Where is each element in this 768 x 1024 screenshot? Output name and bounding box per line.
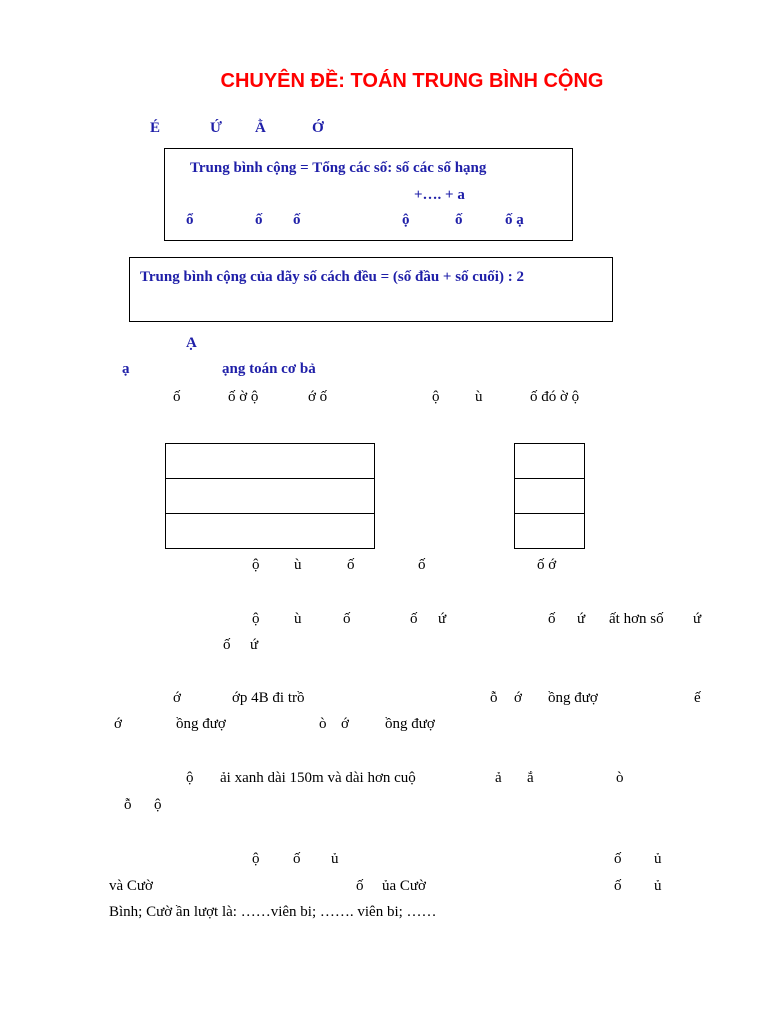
problem-3-fragment: ớ xyxy=(173,690,181,706)
heading-fragment: Ớ xyxy=(312,120,324,136)
problem-1-fragment: ố đó ờ ộ xyxy=(530,389,580,405)
diagram-caption-fragment: ố xyxy=(347,557,355,573)
problem-3-fragment: ớ xyxy=(514,690,522,706)
problem-4-fragment: ải xanh dài 150m và dài hơn cuộ xyxy=(220,770,416,786)
problem-1-fragment: ộ xyxy=(432,389,440,405)
diagram-left-row xyxy=(165,513,375,549)
problem-2-fragment: ộ xyxy=(252,611,260,627)
problem-4-fragment: ò xyxy=(616,770,624,786)
formula-fragment: ố ạ xyxy=(505,212,524,228)
heading-fragment: Ứ xyxy=(210,120,222,136)
problem-5-fragment: ủa Cườ xyxy=(382,878,426,894)
section-heading: Ạ xyxy=(186,335,197,351)
problem-4-fragment: ộ xyxy=(154,797,162,813)
subheading-text: ạng toán cơ bả xyxy=(222,361,316,377)
formula-fragment: ố xyxy=(293,212,301,228)
subheading-prefix: ạ xyxy=(122,361,130,377)
diagram-caption-fragment: ố xyxy=(418,557,426,573)
problem-5-fragment: ố xyxy=(293,851,301,867)
formula-average-text: Trung bình cộng = Tổng các số: số các số hạng xyxy=(190,160,487,176)
problem-2-fragment: ố xyxy=(548,611,556,627)
problem-2-fragment: ù xyxy=(294,611,302,627)
problem-5-fragment: ố xyxy=(614,851,622,867)
problem-2-fragment: ứ xyxy=(577,611,586,627)
formula-fragment: ổ xyxy=(186,212,194,228)
problem-3-fragment: ớ xyxy=(114,716,122,732)
problem-2-fragment: ứ xyxy=(250,637,259,653)
problem-2-fragment: ố xyxy=(410,611,418,627)
page-title: CHUYÊN ĐỀ: TOÁN TRUNG BÌNH CỘNG xyxy=(220,70,604,92)
problem-3-fragment: ớp 4B đi trồ xyxy=(232,690,305,706)
problem-1-fragment: ố xyxy=(173,389,181,405)
problem-3-fragment: ế xyxy=(694,690,701,706)
diagram-caption-fragment: ù xyxy=(294,557,302,573)
problem-1-fragment: ố ờ ộ xyxy=(228,389,259,405)
problem-2-fragment: ố xyxy=(343,611,351,627)
problem-3-fragment: ò xyxy=(319,716,327,732)
problem-2-fragment: ất hơn số xyxy=(609,611,664,627)
problem-5-fragment: ủ xyxy=(654,851,662,867)
diagram-left-row xyxy=(165,478,375,514)
diagram-left-row xyxy=(165,443,375,479)
problem-4-fragment: ộ xyxy=(186,770,194,786)
problem-5-fragment: ủ xyxy=(331,851,339,867)
diagram-caption-fragment: ố ớ xyxy=(537,557,557,573)
problem-5-answer-line: Bình; Cườ ần lượt là: ……viên bi; ……. viên bi; …… xyxy=(109,904,437,920)
problem-1-fragment: ớ ố xyxy=(308,389,328,405)
problem-4-fragment: ắ xyxy=(527,770,534,786)
formula-fragment: ộ xyxy=(402,212,410,228)
problem-2-fragment: ứ xyxy=(438,611,447,627)
diagram-caption-fragment: ộ xyxy=(252,557,260,573)
problem-3-fragment: ồng đượ xyxy=(176,716,226,732)
formula-fragment: ố xyxy=(255,212,263,228)
problem-5-fragment: và Cườ xyxy=(109,878,153,894)
problem-2-fragment: ứ xyxy=(693,611,702,627)
problem-5-fragment: ố xyxy=(356,878,364,894)
formula-evenly-spaced-text: Trung bình cộng của dãy số cách đều = (số đầu + số cuối) : 2 xyxy=(140,269,524,285)
diagram-right-row xyxy=(514,513,585,549)
problem-5-fragment: ố xyxy=(614,878,622,894)
problem-2-fragment: ố xyxy=(223,637,231,653)
diagram-right-row xyxy=(514,478,585,514)
problem-4-fragment: ỗ xyxy=(124,797,132,813)
diagram-right-row xyxy=(514,443,585,479)
formula-box-evenly-spaced xyxy=(129,257,613,322)
problem-5-fragment: ộ xyxy=(252,851,260,867)
problem-1-fragment: ù xyxy=(475,389,483,405)
formula-fragment: ố xyxy=(455,212,463,228)
problem-5-fragment: ủ xyxy=(654,878,662,894)
formula-sum-terms: +…. + a xyxy=(414,187,465,203)
heading-fragment: É xyxy=(150,120,161,136)
heading-fragment: Ằ xyxy=(255,120,266,136)
problem-3-fragment: ồng đượ xyxy=(548,690,598,706)
problem-3-fragment: ỗ xyxy=(490,690,498,706)
problem-3-fragment: ồng đượ xyxy=(385,716,435,732)
problem-4-fragment: ả xyxy=(495,770,502,786)
problem-3-fragment: ớ xyxy=(341,716,349,732)
